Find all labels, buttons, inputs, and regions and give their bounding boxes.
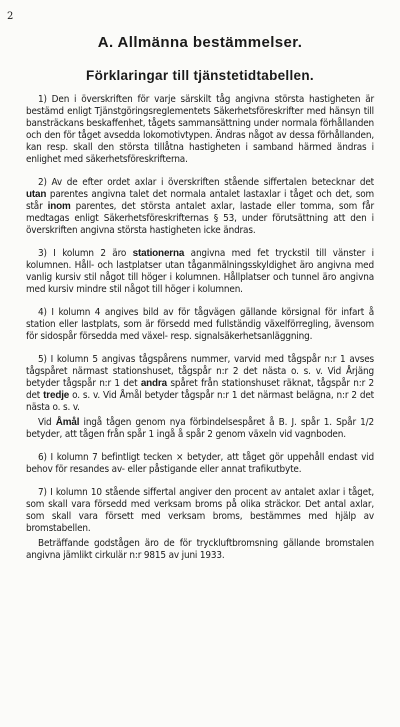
text-run: 1) Den i överskriften för varje särskilt tåg angivna största hastigheten är bestämd enligt Tjänstgöringsreglementets Säkerhetsföreskrifter med hänsyn till bansträckans beskaffenhet, tågets sammansättning under normala förhållanden och den för tåget avsedda lokomotivtypen. Ändras något av dessa förhållanden, kan resp. skall den största tillåtna hastigheten i samband härmed ändras i enlighet med säkerhetsföreskrifterna. [26, 94, 374, 165]
text-run: 2) Av de efter ordet axlar i överskriften stående siffertalen betecknar det [38, 177, 374, 188]
paragraph-2 [26, 177, 374, 237]
body-text [26, 94, 374, 562]
text-run: parentes, det största antalet axlar, lastade eller tomma, som får medtagas enligt Säkerhetsföreskrifternas § 53, under förutsättning att den i överskriften angivna största hastigheten icke ändras. [26, 201, 374, 236]
paragraph-9 [26, 538, 374, 562]
text-run: 3) I kolumn 2 äro [38, 248, 133, 259]
bold-text: inom [47, 201, 71, 212]
text-run: o. s. v. Vid Åmål betyder tågspår n:r 1 det närmast belägna, n:r 2 det nästa o. s. v. [26, 390, 374, 413]
paragraph-4 [26, 307, 374, 343]
text-run: parentes angivna talet det normala antalet lastaxlar i tåget och det, som står [26, 189, 374, 212]
paragraph-5 [26, 354, 374, 414]
bold-text: Åmål [55, 417, 80, 428]
text-run: angivna med fet tryckstil till vänster i kolumnen. Håll- och lastplatser utan tåganmälningsskyldighet äro angivna med vanlig kursiv stil något till höger i kolumnen. Hållplatser och tunnel äro angivna med kursiv mindre stil något till höger i kolumnen. [26, 248, 374, 295]
text-run: 5) I kolumn 5 angivas tågspårens nummer, varvid med tågspår n:r 1 avses tågspåret närmast stationshuset, tågspår n:r 2 det nästa o. s. v. Vid Årjäng betyder tågspår n:r 1 det [26, 354, 374, 389]
text-run: ingå tågen genom nya förbindelsespåret å B. J. spår 1. Spår 1/2 betyder, att tågen från spår 1 ingå å spår 2 genom växeln vid vagnboden. [26, 417, 374, 440]
bold-text: utan [26, 189, 47, 200]
text-run: 4) I kolumn 4 angives bild av för tågvägen gällande körsignal för infart å station eller lastplats, som är försedd med fullständig växelförregling, ävensom för sidospår försedda med växel- resp. signalsäkerhetsanläggning. [26, 307, 374, 342]
section-subheading: Förklaringar till tjänstetidtabellen. [86, 68, 314, 83]
text-run: Beträffande godstågen äro de för tryckluftbromsning gällande bromstalen angivna jämlikt cirkulär n:r 9815 av juni 1933. [26, 538, 374, 561]
section-heading: A. Allmänna bestämmelser. [97, 34, 303, 51]
bold-text: tredje [43, 390, 70, 401]
text-run: 7) I kolumn 10 stående siffertal angiver den procent av antalet axlar i tåget, som skall vara försedd med verksam broms på olika sträckor. Det antal axlar, som skall vara försett med verksam broms, bestämmes med hjälp av bromstabellen. [26, 487, 374, 534]
paragraph-7 [26, 452, 374, 476]
bold-text: stationerna [132, 248, 185, 259]
text-run: spåret från stationshuset räknat, tågspår n:r 2 det [26, 378, 374, 401]
bold-text: andra [140, 378, 167, 389]
paragraph-6 [26, 417, 374, 441]
text-run: Vid [38, 417, 56, 428]
page-number: 2 [7, 11, 14, 22]
paragraph-3 [26, 248, 374, 296]
paragraph-1 [26, 94, 374, 166]
paragraph-8 [26, 487, 374, 535]
text-run: 6) I kolumn 7 befintligt tecken × betyder, att tåget gör uppehåll endast vid behov för resandes av- eller påstigande eller annat trafikutbyte. [26, 452, 374, 475]
